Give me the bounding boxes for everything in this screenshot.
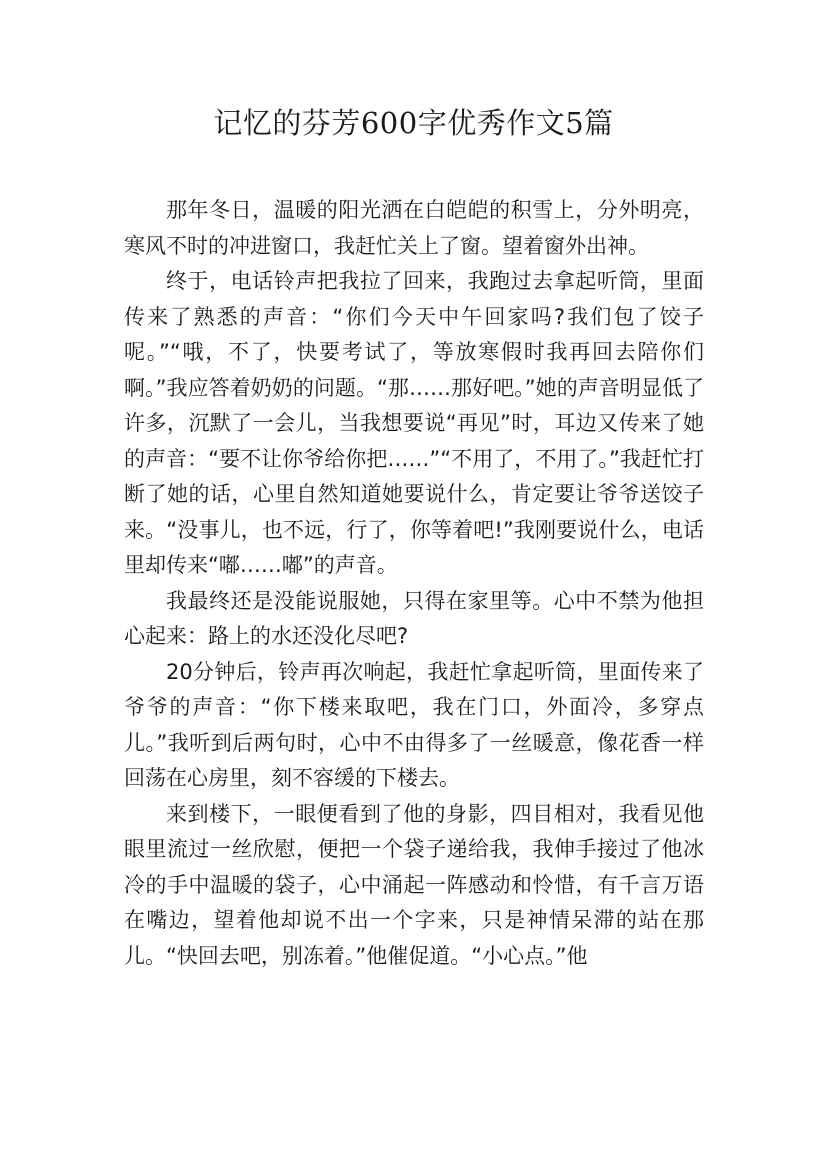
paragraph: 终于，电话铃声把我拉了回来，我跑过去拿起听筒，里面传来了熟悉的声音：“你们今天中午回家吗?我们包了饺子呢。”“哦，不了，快要考试了，等放寒假时我再回去陪你们啊。”我应答着奶奶的问题。“那……那好吧。”她的声音明显低了许多，沉默了一会儿，当我想要说“再见”时，耳边又传来了她的声音：“要不让你爷给你把……”“不用了，不用了。”我赶忙打断了她的话，心里自然知道她要说什么，肯定要让爷爷送饺子来。“没事儿，也不远，行了，你等着吧!”我刚要说什么，电话里却传来“嘟……嘟”的声音。	[124, 269, 704, 577]
paragraph: 来到楼下，一眼便看到了他的身影，四目相对，我看见他眼里流过一丝欣慰，便把一个袋子递给我，我伸手接过了他冰冷的手中温暖的袋子，心中涌起一阵感动和怜惜，有千言万语在嘴边，望着他却说不出一个字来，只是神情呆滞的站在那儿。“快回去吧，别冻着。”他催促道。“小心点。”他	[124, 801, 704, 968]
paragraph: 我最终还是没能说服她，只得在家里等。心中不禁为他担心起来：路上的水还没化尽吧?	[124, 588, 704, 648]
document-body	[124, 193, 704, 974]
paragraph: 那年冬日，温暖的阳光洒在白皑皑的积雪上，分外明亮，寒风不时的冲进窗口，我赶忙关上了窗。望着窗外出神。	[124, 198, 704, 258]
document-title: 记忆的芬芳600字优秀作文5篇	[213, 106, 614, 140]
paragraph: 20分钟后，铃声再次响起，我赶忙拿起听筒，里面传来了爷爷的声音：“你下楼来取吧，我在门口，外面冷，多穿点儿。”我听到后两句时，心中不由得多了一丝暖意，像花香一样回荡在心房里，刻不容缓的下楼去。	[124, 659, 704, 790]
